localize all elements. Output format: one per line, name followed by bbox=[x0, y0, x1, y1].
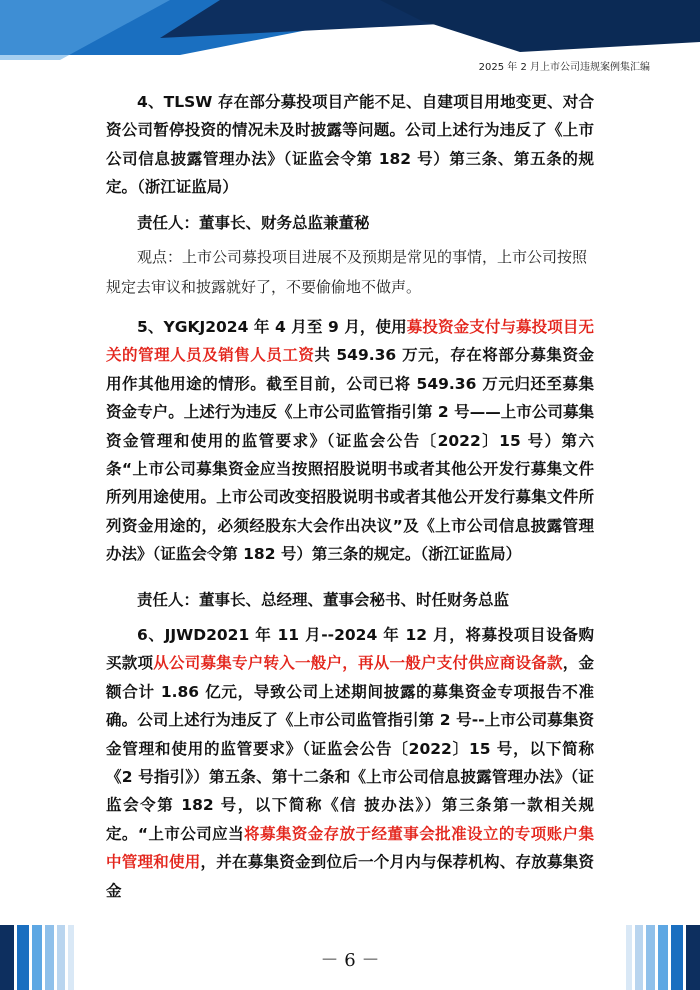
case-6-text-after: ，并在募集资金到位后一个月内与保荐机构、存放募集资金 bbox=[106, 853, 594, 900]
case-4 bbox=[106, 88, 594, 202]
case-5 bbox=[106, 313, 594, 569]
case-5-text-after: 共 549.36 万元，存在将部分募集资金用作其他用途的情形。截至目前，公司已将 549.36 万元归还至募集资金专户。上述行为违反《上市公司监管指引第 2 号——上市公司募集资金管理和使用的监管要求》（证监会公告〔2022〕15 号）第六条“上市公司募集资金应当按照招股说明书或者其他公开发行募集文件所列用途使用。上市公司改变招股说明书或者其他公开发行募集文件所列资金用途的，必须经股东大会作出决议”及《上市公司信息披露管理办法》（证监会令第 182 号）第三条的规定。（浙江证监局） bbox=[106, 346, 594, 564]
case-6-highlight-2: 将募集资金存放于经董事会批准设立的专项账户集中管理和使用 bbox=[106, 824, 594, 872]
case-6 bbox=[106, 621, 594, 905]
page-number: － 6 － bbox=[320, 950, 380, 971]
case-6-text-mid: ，金额合计 1.86 亿元，导致公司上述期间披露的募集资金专项报告不准确。公司上述行为违反了《上市公司监管指引第 2 号--上市公司募集资金管理和使用的监管要求》（证监会公告〔2022〕15 号，以下简称《2 号指引》）第五条、第十二条和《上市公司信息披露管理办法》（证监会令第 182 号，以下简称《信 披办法》）第三条第一款相关规定。“上市公司应当 bbox=[106, 654, 594, 843]
case-5-text-before: 5、YGKJ2024 年 4 月至 9 月，使用 bbox=[137, 318, 407, 336]
case-4-comment: 观点：上市公司募投项目进展不及预期是常见的事情，上市公司按照规定去审议和披露就好了，不要偷偷地不做声。 bbox=[106, 248, 588, 296]
case-5-responsible: 责任人：董事长、总经理、董事会秘书、时任财务总监 bbox=[137, 591, 510, 609]
case-5-text bbox=[106, 313, 594, 569]
running-header: 2025 年 2 月上市公司违规案例集汇编 bbox=[478, 62, 650, 73]
case-4-responsible: 责任人：董事长、财务总监兼董秘 bbox=[137, 214, 370, 232]
case-6-text-before: 6、JJWD2021 年 11 月--2024 年 12 月，将募投项目设备购买款项 bbox=[106, 626, 594, 673]
case-5-highlight: 募投资金支付与募投项目无关的管理人员及销售人员工资 bbox=[106, 318, 594, 365]
case-6-highlight-1: 从公司募集专户转入一般户，再从一般户支付供应商设备款 bbox=[153, 654, 563, 673]
header-banner bbox=[0, 0, 700, 60]
case-4-text: 4、TLSW 存在部分募投项目产能不足、自建项目用地变更、对合资公司暂停投资的情况未及时披露等问题。公司上述行为违反了《上市公司信息披露管理办法》（证监会令第 182 号）第三条、第五条的规定。（浙江证监局） bbox=[106, 93, 594, 197]
case-6-text bbox=[106, 621, 594, 905]
